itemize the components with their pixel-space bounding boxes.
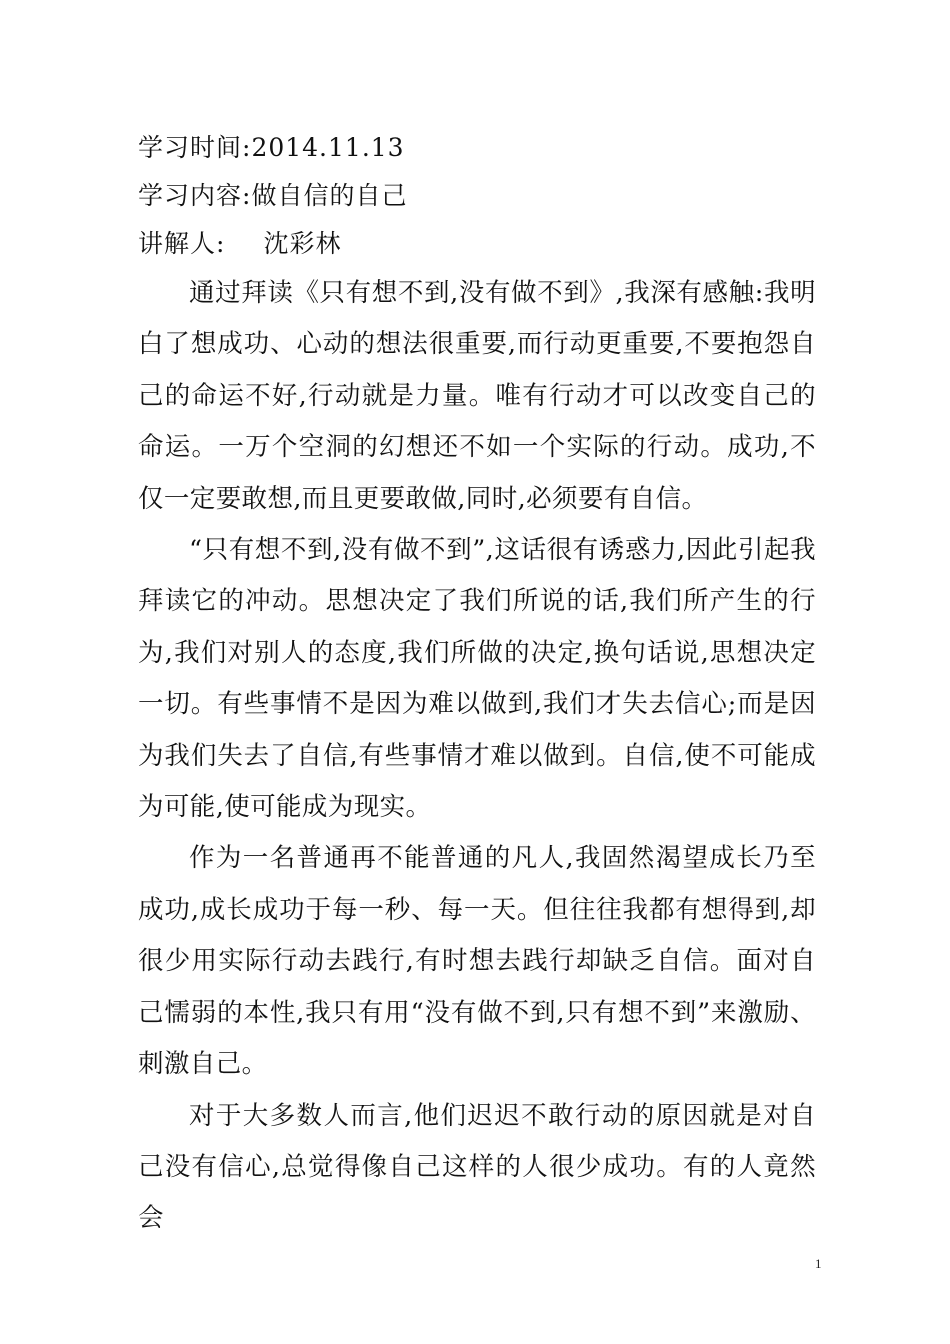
speaker-line bbox=[138, 220, 816, 268]
speaker-label: 讲解人: bbox=[138, 229, 226, 258]
speaker-value: 沈彩林 bbox=[263, 229, 342, 258]
study-time-value: 2014.11.13 bbox=[251, 133, 405, 162]
paragraph-1: 通过拜读《只有想不到,没有做不到》,我深有感触:我明白了想成功、心动的想法很重要,而行动更重要,不要抱怨自己的命运不好,行动就是力量。唯有行动才可以改变自己的命运。一万个空洞的幻想还不如一个实际的行动。成功,不仅一定要敢想,而且更要敢做,同时,必须要有自信。 bbox=[138, 278, 816, 514]
document-body bbox=[138, 124, 816, 1245]
study-content-line bbox=[138, 172, 816, 220]
paragraph-4: 对于大多数人而言,他们迟迟不敢行动的原因就是对自己没有信心,总觉得像自己这样的人很少成功。有的人竟然会 bbox=[138, 1100, 816, 1234]
study-content-value: 做自信的自己 bbox=[251, 181, 408, 210]
paragraph-2: “只有想不到,没有做不到”,这话很有诱惑力,因此引起我拜读它的冲动。思想决定了我们所说的话,我们所产生的行为,我们对别人的态度,我们所做的决定,换句话说,思想决定一切。有些事情不是因为难以做到,我们才失去信心;而是因为我们失去了自信,有些事情才难以做到。自信,使不可能成为可能,使可能成为现实。 bbox=[138, 535, 816, 823]
study-content-label: 学习内容: bbox=[138, 181, 252, 210]
page-number: 1 bbox=[815, 1256, 822, 1271]
paragraph-3: 作为一名普通再不能普通的凡人,我固然渴望成长乃至成功,成长成功于每一秒、每一天。但往往我都有想得到,却很少用实际行动去践行,有时想去践行却缺乏自信。面对自己懦弱的本性,我只有用“没有做不到,只有想不到”来激励、刺激自己。 bbox=[138, 843, 816, 1080]
study-time-line bbox=[138, 124, 816, 172]
study-time-label: 学习时间: bbox=[138, 133, 252, 162]
